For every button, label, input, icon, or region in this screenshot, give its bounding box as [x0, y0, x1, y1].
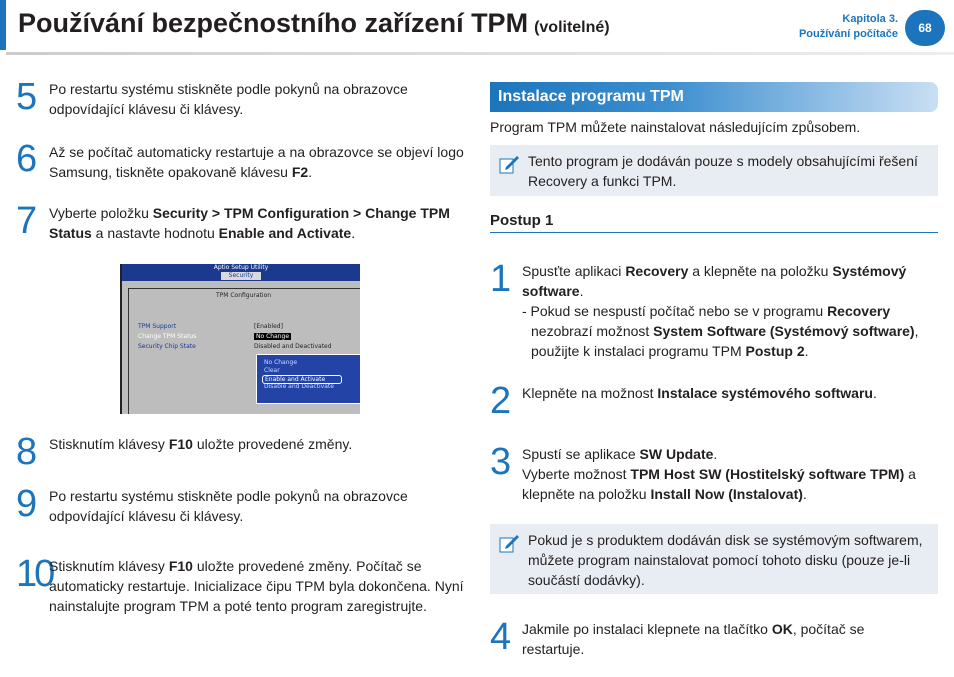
header-divider — [6, 52, 954, 55]
bios-option: Disable and Deactivate — [264, 383, 334, 390]
right-step-2-text: Klepněte na možnost Instalace systémového softwaru. — [522, 385, 877, 401]
section-intro: Program TPM můžete nainstalovat následujícím způsobem. — [490, 119, 861, 135]
step-9-text: Po restartu systému stiskněte podle pokynů na obrazovce odpovídající klávesu či klávesy. — [49, 488, 408, 524]
right-step-4-text: Jakmile po instalaci klepnete na tlačítko OK, počítač se restartuje. — [522, 621, 865, 657]
bios-value-tpm-support: [Enabled] — [254, 323, 283, 330]
right-step-3-line1: Spustí se aplikace SW Update. — [522, 446, 718, 462]
step-6-text: Až se počítač automaticky restartuje a na obrazovce se objeví logo Samsung, tiskněte opakovaně klávesu F2. — [49, 144, 464, 180]
chapter-label: Kapitola 3. Používání počítače — [798, 13, 898, 40]
right-step-3-line2: Vyberte možnost TPM Host SW (Hostitelský software TPM) a klepněte na položku Install Now (Instalovat). — [522, 466, 916, 502]
right-step-1-note-cont: nezobrazí možnost System Software (Systémový software), použijte k instalaci programu TPM Postup 2. — [531, 323, 919, 359]
page-number: 68 — [905, 10, 945, 46]
note-box-1: Tento program je dodáván pouze s modely obsahujícími řešení Recovery a funkci TPM. — [490, 145, 938, 196]
right-step-1-note: - Pokud se nespustí počítač nebo se v programu Recovery — [522, 303, 891, 319]
step-7-text: Vyberte položku Security > TPM Configuration > Change TPM Status a nastavte hodnotu Enable and Activate. — [49, 205, 450, 241]
bios-option-selected: Enable and Activate — [262, 375, 342, 384]
step-number-10: 10 — [16, 553, 53, 595]
page-subtitle: (volitelné) — [534, 19, 610, 36]
step-number-5: 5 — [16, 76, 38, 118]
step-5-text: Po restartu systému stiskněte podle pokynů na obrazovce odpovídající klávesu či klávesy. — [49, 81, 408, 117]
bios-label-tpm-support: TPM Support — [138, 323, 177, 330]
page-title: Používání bezpečnostního zařízení TPM (volitelné) — [18, 8, 610, 38]
bios-value-change-status: No Change — [256, 333, 290, 340]
bios-option: Clear — [264, 367, 280, 374]
bios-title-bar: Aptio Setup Utility Security — [122, 264, 360, 281]
procedure-heading: Postup 1 — [490, 212, 938, 233]
bios-value-chip-state: Disabled and Deactivated — [254, 343, 332, 350]
right-step-1-text: Spusťte aplikaci Recovery a klepněte na položku Systémový software. — [522, 263, 907, 299]
bios-screenshot — [120, 264, 360, 414]
bios-option: No Change — [264, 359, 298, 366]
bios-frame-title: TPM Configuration — [216, 292, 272, 299]
bios-options-popup — [256, 354, 360, 404]
bios-label-change-status: Change TPM Status — [138, 333, 197, 340]
header-accent-bar — [0, 0, 6, 50]
bios-label-chip-state: Security Chip State — [138, 343, 196, 350]
step-number-8: 8 — [16, 431, 38, 473]
note-pencil-icon — [498, 532, 520, 554]
bios-tab-security: Security — [221, 272, 262, 280]
step-10-text: Stisknutím klávesy F10 uložte provedené změny. Počítač se automaticky restartuje. Inicializace čipu TPM byla dokončena. Nyní nainstalujte program TPM a poté tento program zaregistrujte. — [49, 558, 464, 614]
step-8-text: Stisknutím klávesy F10 uložte provedené změny. — [49, 436, 353, 452]
right-step-number-3: 3 — [490, 441, 512, 483]
step-number-9: 9 — [16, 483, 38, 525]
step-number-6: 6 — [16, 138, 38, 180]
right-step-number-4: 4 — [490, 616, 512, 658]
note-pencil-icon — [498, 153, 520, 175]
right-step-number-1: 1 — [490, 258, 512, 300]
step-number-7: 7 — [16, 200, 38, 242]
section-header: Instalace programu TPM — [490, 82, 938, 112]
note-box-2: Pokud je s produktem dodáván disk se systémovým softwarem, můžete program nainstalovat pomocí tohoto disku (pouze je-li součástí dodávky). — [490, 524, 938, 594]
right-step-number-2: 2 — [490, 380, 512, 422]
